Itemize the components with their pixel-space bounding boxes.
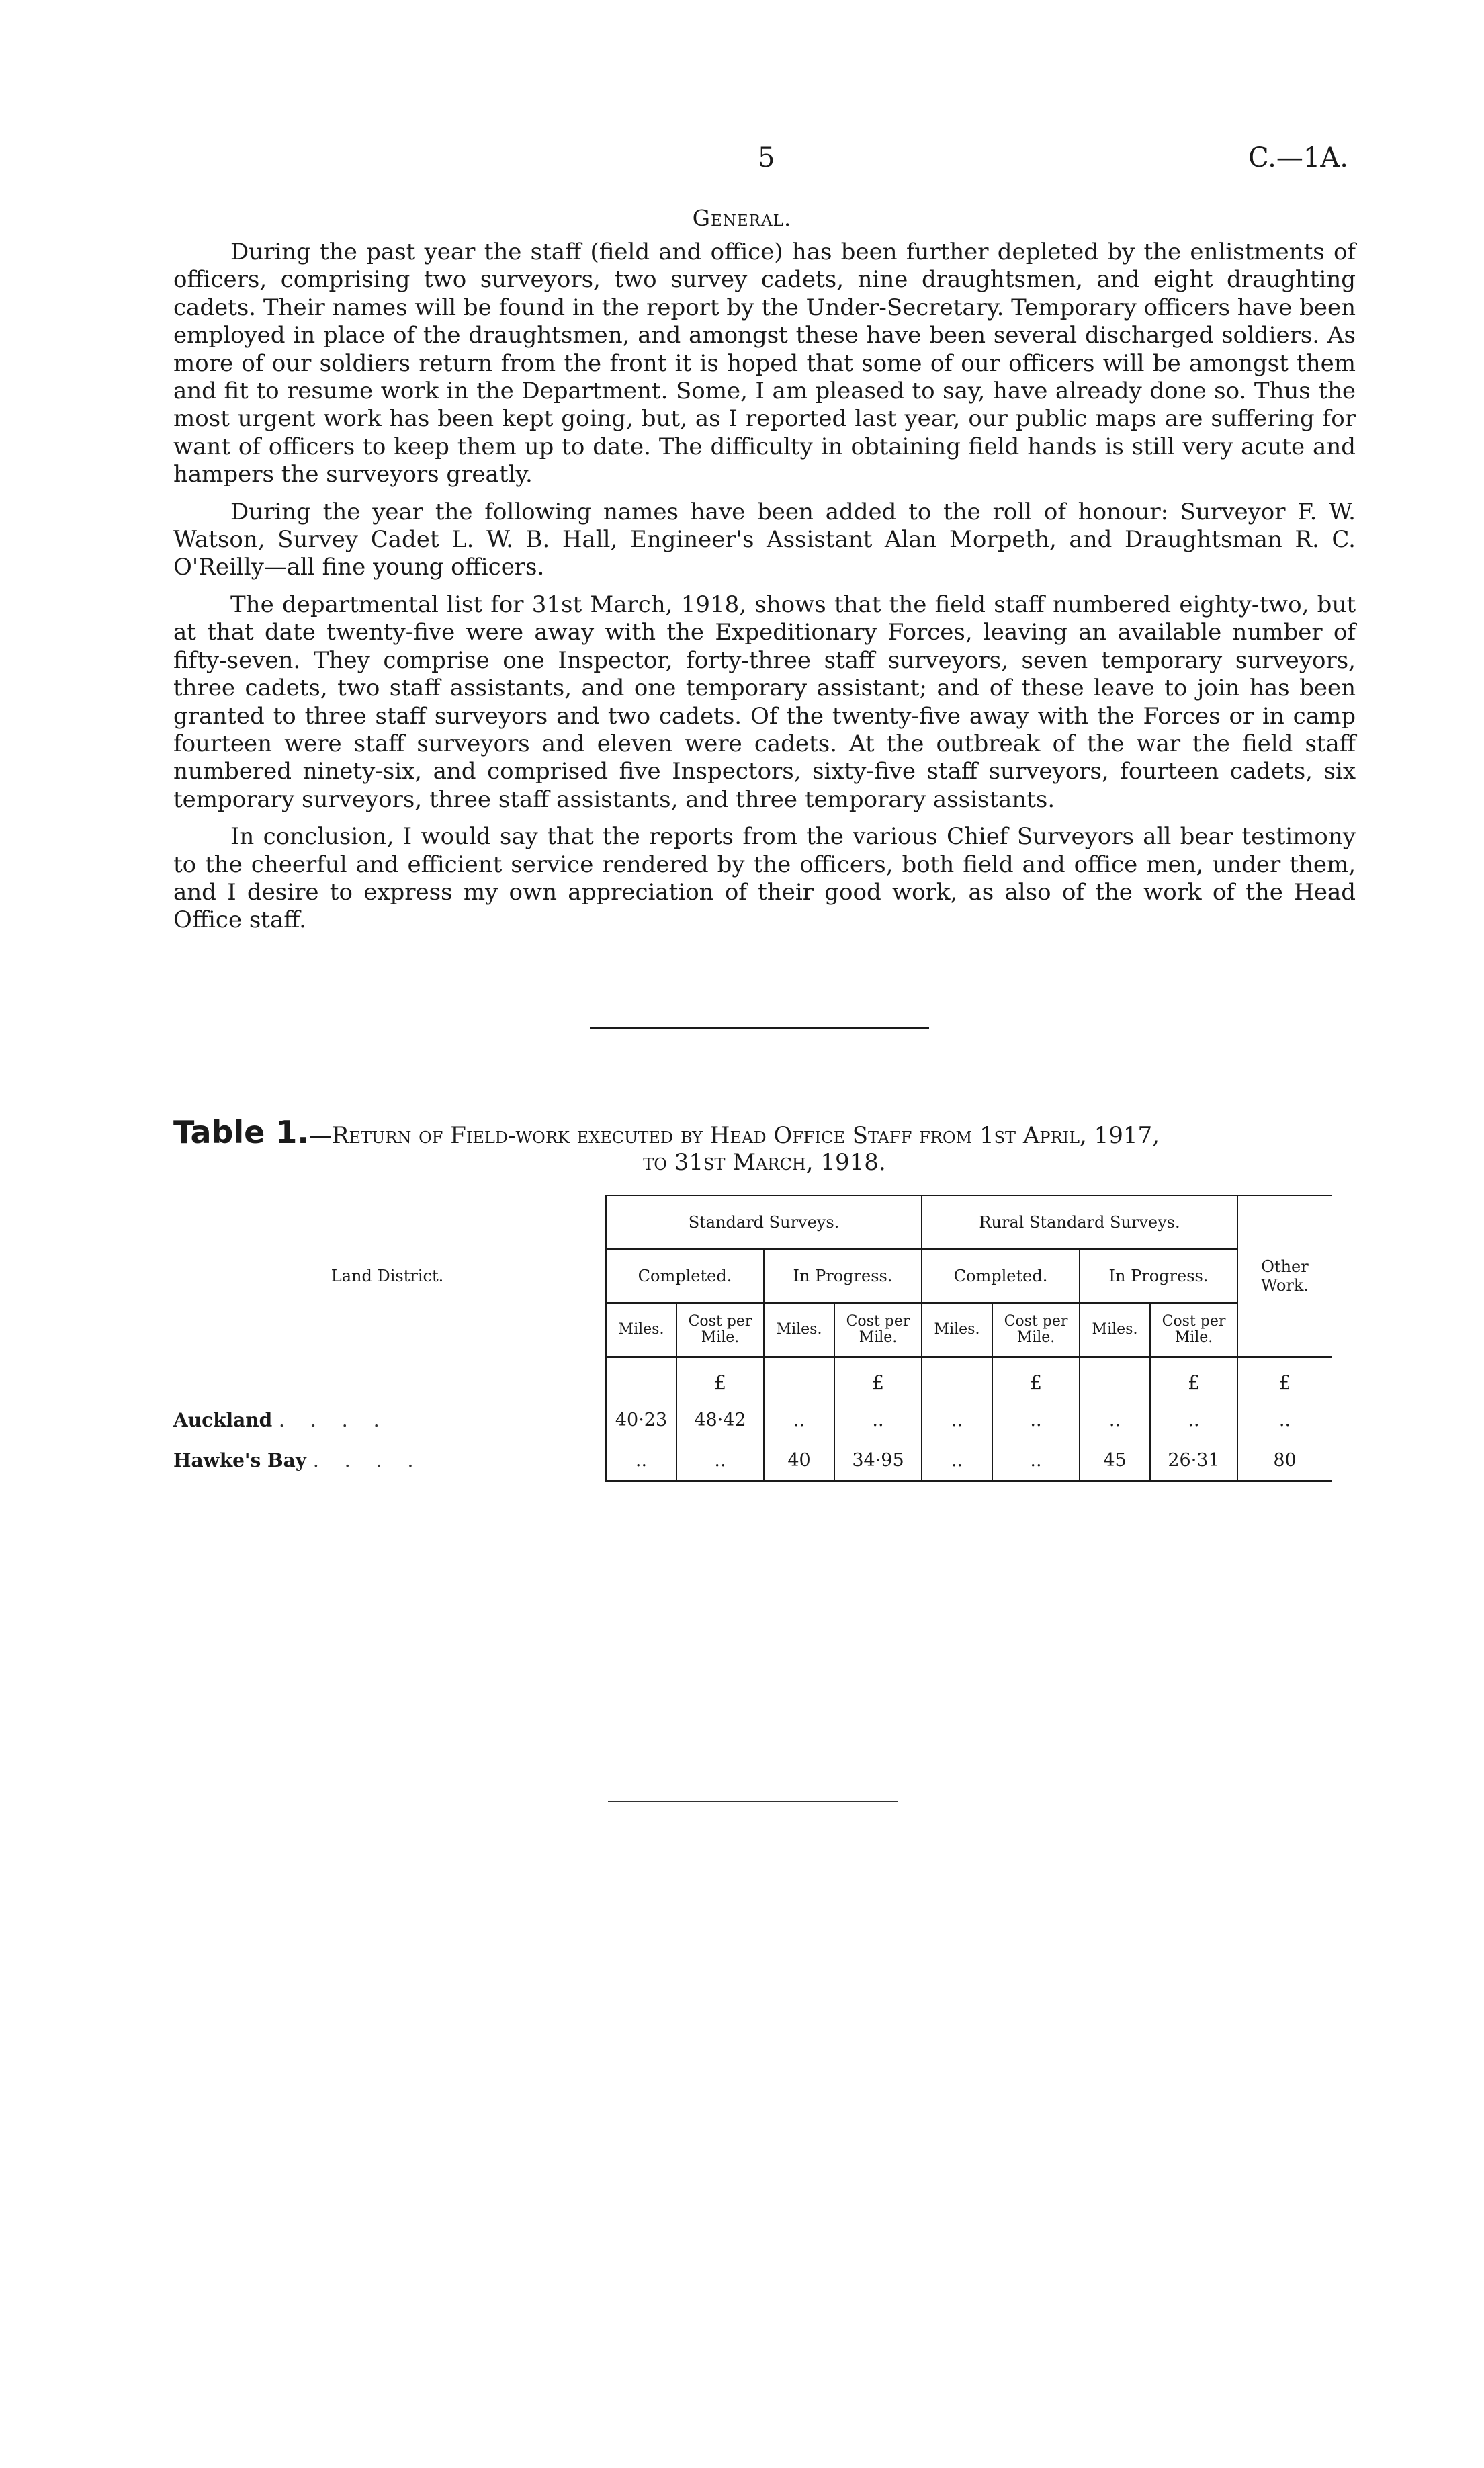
page-number: 5 bbox=[758, 142, 775, 173]
units-cell: £ bbox=[676, 1357, 764, 1400]
district-name: Auckland bbox=[173, 1408, 273, 1431]
document-reference: C.—1A. bbox=[1248, 142, 1348, 173]
units-cell bbox=[606, 1357, 676, 1400]
paragraph-departmental-list: The departmental list for 31st March, 1918, shows that the field staff numbered eighty-two, but at that date twenty-five were away with the Expeditionary Forces, leaving an available number of fifty-seven. They comprise one Inspector, forty-three staff surveyors, seven temporary surveyors, three cadets, two staff assistants, and one temporary assistant; and of these leave to join has been granted to three staff surveyors and two cadets. Of the twenty-five away with the Forces or in camp fourteen were staff surveyors and eleven were cadets. At the outbreak of the war the field staff numbered ninety-six, and comprised five Inspectors, sixty-five staff surveyors, fourteen cadets, six temporary surveyors, three staff assistants, and three temporary assistants. bbox=[173, 591, 1356, 813]
section-divider bbox=[590, 1027, 929, 1029]
table-cell: 40·23 bbox=[606, 1400, 676, 1440]
header-rural-in-progress: In Progress. bbox=[1080, 1249, 1237, 1303]
dot-leader: .... bbox=[312, 1449, 439, 1472]
table-label: Table 1. bbox=[173, 1114, 309, 1150]
header-standard-in-progress: In Progress. bbox=[764, 1249, 922, 1303]
table-cell: .. bbox=[606, 1440, 676, 1481]
units-cell bbox=[1080, 1357, 1150, 1400]
table-cell: 48·42 bbox=[676, 1400, 764, 1440]
table-cell: .. bbox=[834, 1400, 922, 1440]
header-land-district: Land District. bbox=[331, 1267, 444, 1286]
table-row bbox=[169, 1440, 1332, 1481]
table-cell: .. bbox=[1150, 1400, 1237, 1440]
table-cell: 80 bbox=[1237, 1440, 1332, 1481]
header-cost-per-mile: Cost per Mile. bbox=[992, 1303, 1080, 1357]
units-cell bbox=[169, 1357, 606, 1400]
header-miles: Miles. bbox=[764, 1303, 834, 1357]
header-rural-completed: Completed. bbox=[922, 1249, 1080, 1303]
units-cell: £ bbox=[834, 1357, 922, 1400]
district-name: Hawke's Bay bbox=[173, 1449, 307, 1472]
table-title-line2: to 31st March, 1918. bbox=[643, 1149, 886, 1176]
table-cell: .. bbox=[992, 1440, 1080, 1481]
units-cell bbox=[764, 1357, 834, 1400]
header-standard-surveys: Standard Surveys. bbox=[606, 1195, 922, 1249]
district-cell bbox=[169, 1400, 606, 1440]
units-cell bbox=[922, 1357, 992, 1400]
section-heading: General. bbox=[692, 205, 792, 231]
header-cost-per-mile: Cost per Mile. bbox=[676, 1303, 764, 1357]
header-standard-completed: Completed. bbox=[606, 1249, 764, 1303]
end-divider bbox=[608, 1801, 898, 1802]
units-cell: £ bbox=[1237, 1357, 1332, 1400]
header-miles: Miles. bbox=[922, 1303, 992, 1357]
table-cell: .. bbox=[1237, 1400, 1332, 1440]
header-miles: Miles. bbox=[606, 1303, 676, 1357]
table-cell: .. bbox=[676, 1440, 764, 1481]
paragraph-roll-of-honour: During the year the following names have been added to the roll of honour: Surveyor F. W. Watson, Survey Cadet L. W. B. Hall, Engineer's Assistant Alan Morpeth, and Draughtsman R. C. O'Reilly—all fine young officers. bbox=[173, 498, 1356, 581]
table-cell: .. bbox=[764, 1400, 834, 1440]
header-miles: Miles. bbox=[1080, 1303, 1150, 1357]
units-cell: £ bbox=[992, 1357, 1080, 1400]
table-cell: 40 bbox=[764, 1440, 834, 1481]
table-cell: .. bbox=[992, 1400, 1080, 1440]
table-cell: 26·31 bbox=[1150, 1440, 1237, 1481]
table-title bbox=[173, 1114, 1356, 1176]
body-text bbox=[173, 239, 1356, 944]
units-row bbox=[169, 1357, 1332, 1400]
paragraph-conclusion: In conclusion, I would say that the reports from the various Chief Surveyors all bear testimony to the cheerful and efficient service rendered by the officers, both field and office men, under them, and I desire to express my own appreciation of their good work, as also of the work of the Head Office staff. bbox=[173, 823, 1356, 934]
header-cost-per-mile: Cost per Mile. bbox=[834, 1303, 922, 1357]
header-rural-standard-surveys: Rural Standard Surveys. bbox=[922, 1195, 1237, 1249]
table-row bbox=[169, 1400, 1332, 1440]
table-cell: .. bbox=[1080, 1400, 1150, 1440]
header-cost-per-mile: Cost per Mile. bbox=[1150, 1303, 1237, 1357]
header-other-work: Other Work. bbox=[1237, 1195, 1332, 1357]
table-cell: .. bbox=[922, 1440, 992, 1481]
field-work-table bbox=[169, 1195, 1332, 1482]
table-cell: 34·95 bbox=[834, 1440, 922, 1481]
table-title-line1: —Return of Field-work executed by Head Office Staff from 1st April, 1917, bbox=[308, 1122, 1160, 1149]
units-cell: £ bbox=[1150, 1357, 1237, 1400]
district-cell bbox=[169, 1440, 606, 1481]
dot-leader: .... bbox=[279, 1408, 405, 1431]
table-cell: .. bbox=[922, 1400, 992, 1440]
table-cell: 45 bbox=[1080, 1440, 1150, 1481]
paragraph-staff: During the past year the staff (field and office) has been further depleted by the enlistments of officers, comprising two surveyors, two survey cadets, nine draughtsmen, and eight draughting cadets. Their names will be found in the report by the Under-Secretary. Temporary officers have been employed in place of the draughtsmen, and amongst these have been several discharged soldiers. As more of our soldiers return from the front it is hoped that some of our officers will be amongst them and fit to resume work in the Department. Some, I am pleased to say, have already done so. Thus the most urgent work has been kept going, but, as I reported last year, our public maps are suffering for want of officers to keep them up to date. The difficulty in obtaining field hands is still very acute and hampers the surveyors greatly. bbox=[173, 239, 1356, 488]
